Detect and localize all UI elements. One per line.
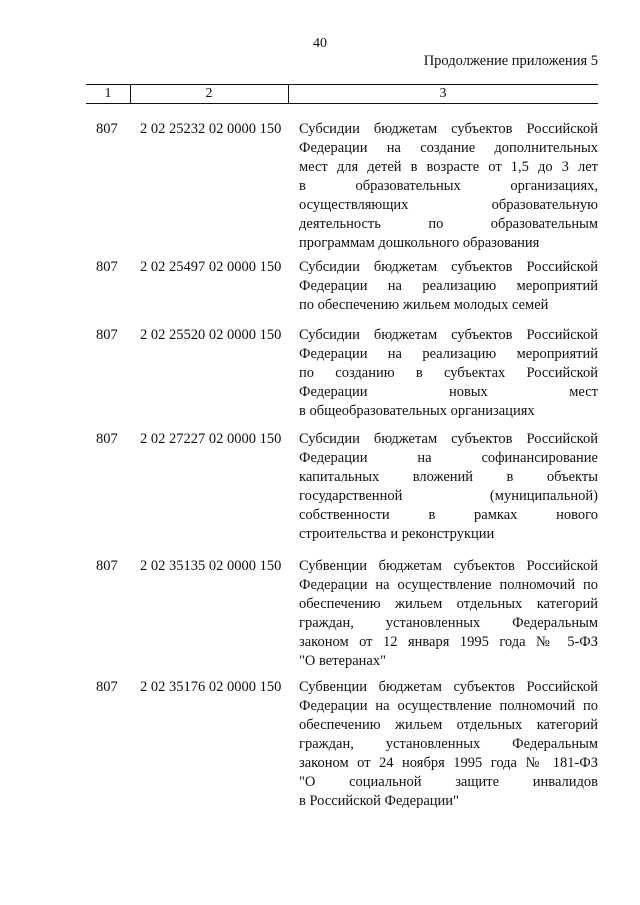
description-line: в Российской Федерации" — [299, 793, 459, 809]
income-description-cell — [299, 557, 598, 671]
description-line: по обеспечению жильем молодых семей — [299, 297, 549, 313]
budget-classification-code-cell: 2 02 25497 02 0000 150 — [140, 259, 282, 275]
description-line: обеспечению жильем отдельных категорий — [299, 596, 598, 612]
income-description-cell — [299, 258, 598, 315]
admin-code-cell: 807 — [96, 679, 118, 695]
description-line: граждан, установленных Федеральным — [299, 615, 598, 631]
description-line: строительства и реконструкции — [299, 526, 495, 542]
description-line: в общеобразовательных организациях — [299, 403, 535, 419]
description-line: собственности в рамках нового — [299, 507, 598, 523]
description-line: государственной (муниципальной) — [299, 488, 598, 504]
description-line: в образовательных организациях, — [299, 178, 598, 194]
income-description-cell — [299, 326, 598, 421]
description-line: Субсидии бюджетам субъектов Российской — [299, 431, 598, 447]
description-line: мест для детей в возрасте от 1,5 до 3 лет — [299, 159, 598, 175]
description-line: осуществляющих образовательную — [299, 197, 598, 213]
income-description-cell — [299, 430, 598, 544]
column-header-3: 3 — [439, 86, 447, 101]
description-line: по созданию в субъектах Российской — [299, 365, 598, 381]
admin-code-cell: 807 — [96, 259, 118, 275]
description-line: Субсидии бюджетам субъектов Российской — [299, 121, 598, 137]
description-line: Субсидии бюджетам субъектов Российской — [299, 259, 598, 275]
income-description-cell — [299, 120, 598, 253]
description-line: Федерации на создание дополнительных — [299, 140, 598, 156]
budget-classification-code-cell: 2 02 35176 02 0000 150 — [140, 679, 282, 695]
description-line: Федерации на реализацию мероприятий — [299, 346, 598, 362]
description-line: "О ветеранах" — [299, 653, 387, 669]
description-line: Субвенции бюджетам субъектов Российской — [299, 679, 598, 695]
budget-classification-code-cell: 2 02 25232 02 0000 150 — [140, 121, 282, 137]
admin-code-cell: 807 — [96, 327, 118, 343]
page-number: 40 — [313, 36, 327, 51]
table-column-header — [86, 84, 598, 104]
description-line: Субсидии бюджетам субъектов Российской — [299, 327, 598, 343]
budget-classification-code-cell: 2 02 25520 02 0000 150 — [140, 327, 282, 343]
description-line: Федерации на софинансирование — [299, 450, 598, 466]
description-line: граждан, установленных Федеральным — [299, 736, 598, 752]
description-line: Федерации на осуществление полномочий по — [299, 577, 598, 593]
description-line: Федерации на реализацию мероприятий — [299, 278, 598, 294]
description-line: законом от 24 ноября 1995 года № 181-ФЗ — [299, 755, 598, 771]
description-line: обеспечению жильем отдельных категорий — [299, 717, 598, 733]
description-line: "О социальной защите инвалидов — [299, 774, 598, 790]
description-line: деятельность по образовательным — [299, 216, 598, 232]
description-line: Субвенции бюджетам субъектов Российской — [299, 558, 598, 574]
description-line: программам дошкольного образования — [299, 235, 540, 251]
description-line: законом от 12 января 1995 года № 5-ФЗ — [299, 634, 598, 650]
admin-code-cell: 807 — [96, 121, 118, 137]
budget-classification-code-cell: 2 02 27227 02 0000 150 — [140, 431, 282, 447]
description-line: Федерации новых мест — [299, 384, 598, 400]
admin-code-cell: 807 — [96, 431, 118, 447]
column-header-2: 2 — [130, 85, 289, 103]
description-line: капитальных вложений в объекты — [299, 469, 598, 485]
income-description-cell — [299, 678, 598, 811]
appendix-continuation-title: Продолжение приложения 5 — [423, 53, 598, 69]
description-line: Федерации на осуществление полномочий по — [299, 698, 598, 714]
budget-classification-code-cell: 2 02 35135 02 0000 150 — [140, 558, 282, 574]
admin-code-cell: 807 — [96, 558, 118, 574]
column-header-1: 1 — [86, 85, 131, 103]
